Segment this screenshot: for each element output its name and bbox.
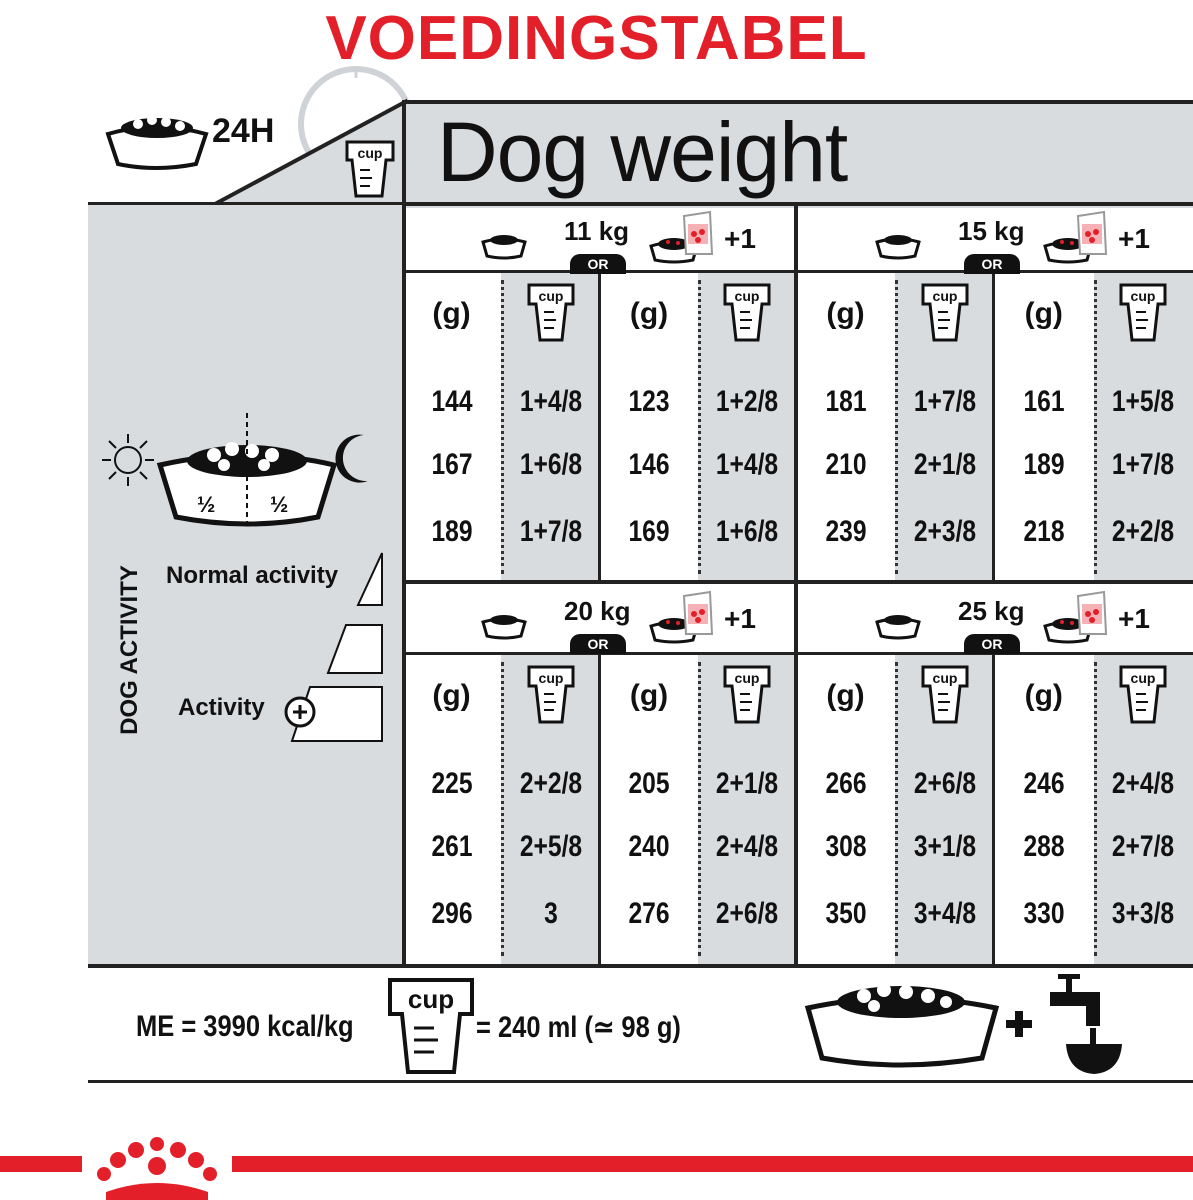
svg-text:cup: cup xyxy=(734,288,760,304)
plus-one-label: +1 xyxy=(1118,603,1150,634)
gram-value: 146 xyxy=(628,448,670,481)
hours-label: 24H xyxy=(212,112,275,150)
gram-value: 210 xyxy=(824,448,867,481)
cup-value: 1+4/8 xyxy=(519,385,582,418)
table-mid-line xyxy=(402,580,1193,584)
half-right: ½ xyxy=(270,492,289,517)
table-top-line xyxy=(402,202,1193,206)
weight-label: 20 kg xyxy=(564,596,631,626)
cup-value: 2+6/8 xyxy=(913,767,976,800)
bowl-icon xyxy=(808,983,996,1065)
plus-one-label: +1 xyxy=(724,223,756,254)
gram-unit-label: (g) xyxy=(432,679,471,712)
cup-value: 2+2/8 xyxy=(519,767,582,800)
gram-value: 225 xyxy=(430,767,473,800)
column-divider xyxy=(895,662,898,956)
cup-value: 2+4/8 xyxy=(1112,767,1175,800)
or-badge: OR xyxy=(570,254,626,274)
svg-text:cup: cup xyxy=(932,670,957,686)
cup-value: 2+4/8 xyxy=(715,830,779,863)
cup-icon xyxy=(526,664,576,726)
royal-crown-logo xyxy=(92,1130,222,1200)
plus-one-label: +1 xyxy=(724,603,756,634)
gram-value: 246 xyxy=(1023,767,1065,800)
gram-value: 266 xyxy=(824,767,867,800)
water-tap-icon xyxy=(1050,974,1122,1074)
cup-icon xyxy=(1118,664,1168,726)
weight-bar-line xyxy=(402,652,1193,655)
cup-value: 2+5/8 xyxy=(519,830,582,863)
weight-label: 25 kg xyxy=(958,596,1025,626)
or-badge: OR xyxy=(964,634,1020,654)
dry-food-bowl-icon xyxy=(480,608,530,644)
column-divider xyxy=(501,280,504,574)
cup-value: 3+1/8 xyxy=(913,830,976,863)
or-badge: OR xyxy=(570,634,626,654)
gram-value: 189 xyxy=(430,515,473,548)
half-left: ½ xyxy=(197,492,216,517)
cup-equivalence: = 240 ml (≃ 98 g) xyxy=(476,1011,681,1044)
gram-value: 240 xyxy=(628,830,670,863)
plus-one-label: +1 xyxy=(1118,223,1150,254)
brand-strip-right xyxy=(232,1156,1193,1172)
cup-value: 1+7/8 xyxy=(519,515,582,548)
footer-bottom-line xyxy=(88,1080,1193,1083)
svg-text:cup: cup xyxy=(538,670,563,686)
pouch-icon xyxy=(680,590,716,638)
cup-value: 3+4/8 xyxy=(913,897,976,930)
cup-value: 1+7/8 xyxy=(1112,448,1175,481)
svg-text:cup: cup xyxy=(538,288,563,304)
gram-value: 330 xyxy=(1023,897,1065,930)
cup-value: 1+7/8 xyxy=(913,385,976,418)
svg-text:cup: cup xyxy=(734,670,760,686)
gram-unit-label: (g) xyxy=(826,679,865,712)
subcolumn-divider xyxy=(598,654,601,964)
cup-icon xyxy=(920,664,970,726)
gram-value: 261 xyxy=(430,830,473,863)
gram-value: 276 xyxy=(628,897,670,930)
svg-text:cup: cup xyxy=(1130,670,1156,686)
gram-value: 189 xyxy=(1023,448,1065,481)
cup-value: 2+7/8 xyxy=(1112,830,1175,863)
table-left-border xyxy=(402,100,406,964)
gram-value: 296 xyxy=(430,897,473,930)
cup-icon xyxy=(722,282,772,344)
food-plus-water-graphic xyxy=(800,968,1160,1080)
cup-value: 1+6/8 xyxy=(715,515,779,548)
sun-icon xyxy=(102,434,154,486)
gram-value: 218 xyxy=(1023,515,1065,548)
pouch-icon xyxy=(1074,210,1110,258)
svg-text:cup: cup xyxy=(932,288,957,304)
page-title: VOEDINGSTABEL xyxy=(325,4,868,73)
column-divider xyxy=(698,662,701,956)
gram-unit-label: (g) xyxy=(826,297,865,330)
or-badge: OR xyxy=(964,254,1020,274)
gram-unit-label: (g) xyxy=(1024,297,1063,330)
cup-value: 2+6/8 xyxy=(715,897,779,930)
cup-value: 3 xyxy=(543,897,558,930)
subcolumn-divider xyxy=(992,654,995,964)
column-divider xyxy=(1094,280,1097,574)
gram-value: 123 xyxy=(628,385,670,418)
gram-value: 205 xyxy=(628,767,670,800)
svg-text:cup: cup xyxy=(407,984,455,1014)
cup-value: 1+6/8 xyxy=(519,448,582,481)
cup-value: 2+3/8 xyxy=(913,515,976,548)
gram-value: 181 xyxy=(824,385,867,418)
activity-plus-icon xyxy=(286,698,314,726)
gram-value: 161 xyxy=(1023,385,1065,418)
subcolumn-divider xyxy=(598,272,601,582)
cup-icon xyxy=(1118,282,1168,344)
dry-food-bowl-icon xyxy=(480,228,530,264)
cup-value: 1+5/8 xyxy=(1112,385,1175,418)
gram-unit-label: (g) xyxy=(432,297,471,330)
cup-icon xyxy=(386,976,476,1076)
cup-icon xyxy=(526,282,576,344)
gram-value: 144 xyxy=(430,385,473,418)
pouch-icon xyxy=(680,210,716,258)
gram-value: 350 xyxy=(824,897,867,930)
cup-value: 1+4/8 xyxy=(715,448,779,481)
cup-value: 3+3/8 xyxy=(1112,897,1175,930)
dry-food-bowl-icon xyxy=(874,608,924,644)
weight-bar-line xyxy=(402,270,1193,273)
weight-label: 11 kg xyxy=(564,216,630,246)
pouch-icon xyxy=(1074,590,1110,638)
activity-plus-label: Activity xyxy=(178,694,265,721)
gram-unit-label: (g) xyxy=(629,679,669,712)
gram-value: 288 xyxy=(1023,830,1065,863)
cup-value: 2+1/8 xyxy=(715,767,779,800)
column-divider xyxy=(501,662,504,956)
cup-icon xyxy=(722,664,772,726)
gram-unit-label: (g) xyxy=(1024,679,1063,712)
column-divider xyxy=(698,280,701,574)
gram-value: 239 xyxy=(824,515,867,548)
svg-text:cup: cup xyxy=(357,145,383,161)
dog-activity-label: DOG ACTIVITY xyxy=(116,565,143,735)
gram-value: 169 xyxy=(628,515,670,548)
gram-value: 308 xyxy=(824,830,867,863)
subcolumn-divider xyxy=(992,272,995,582)
dry-food-bowl-icon xyxy=(874,228,924,264)
normal-activity-label: Normal activity xyxy=(166,562,339,589)
cup-icon xyxy=(920,282,970,344)
column-divider xyxy=(1094,662,1097,956)
brand-strip-left xyxy=(0,1156,82,1172)
energy-label: ME = 3990 kcal/kg xyxy=(136,1010,354,1043)
moon-icon xyxy=(335,435,368,483)
svg-text:cup: cup xyxy=(1130,288,1156,304)
column-divider xyxy=(895,280,898,574)
gram-unit-label: (g) xyxy=(629,297,669,330)
cup-value: 1+2/8 xyxy=(715,385,779,418)
cup-value: 2+2/8 xyxy=(1112,515,1175,548)
plus-icon xyxy=(1006,1011,1032,1037)
gram-value: 167 xyxy=(430,448,473,481)
weight-label: 15 kg xyxy=(958,216,1025,246)
bowl-icon xyxy=(108,115,206,168)
bowl-icon xyxy=(160,413,334,524)
dog-weight-title: Dog weight xyxy=(437,105,848,199)
cup-value: 2+1/8 xyxy=(913,448,976,481)
